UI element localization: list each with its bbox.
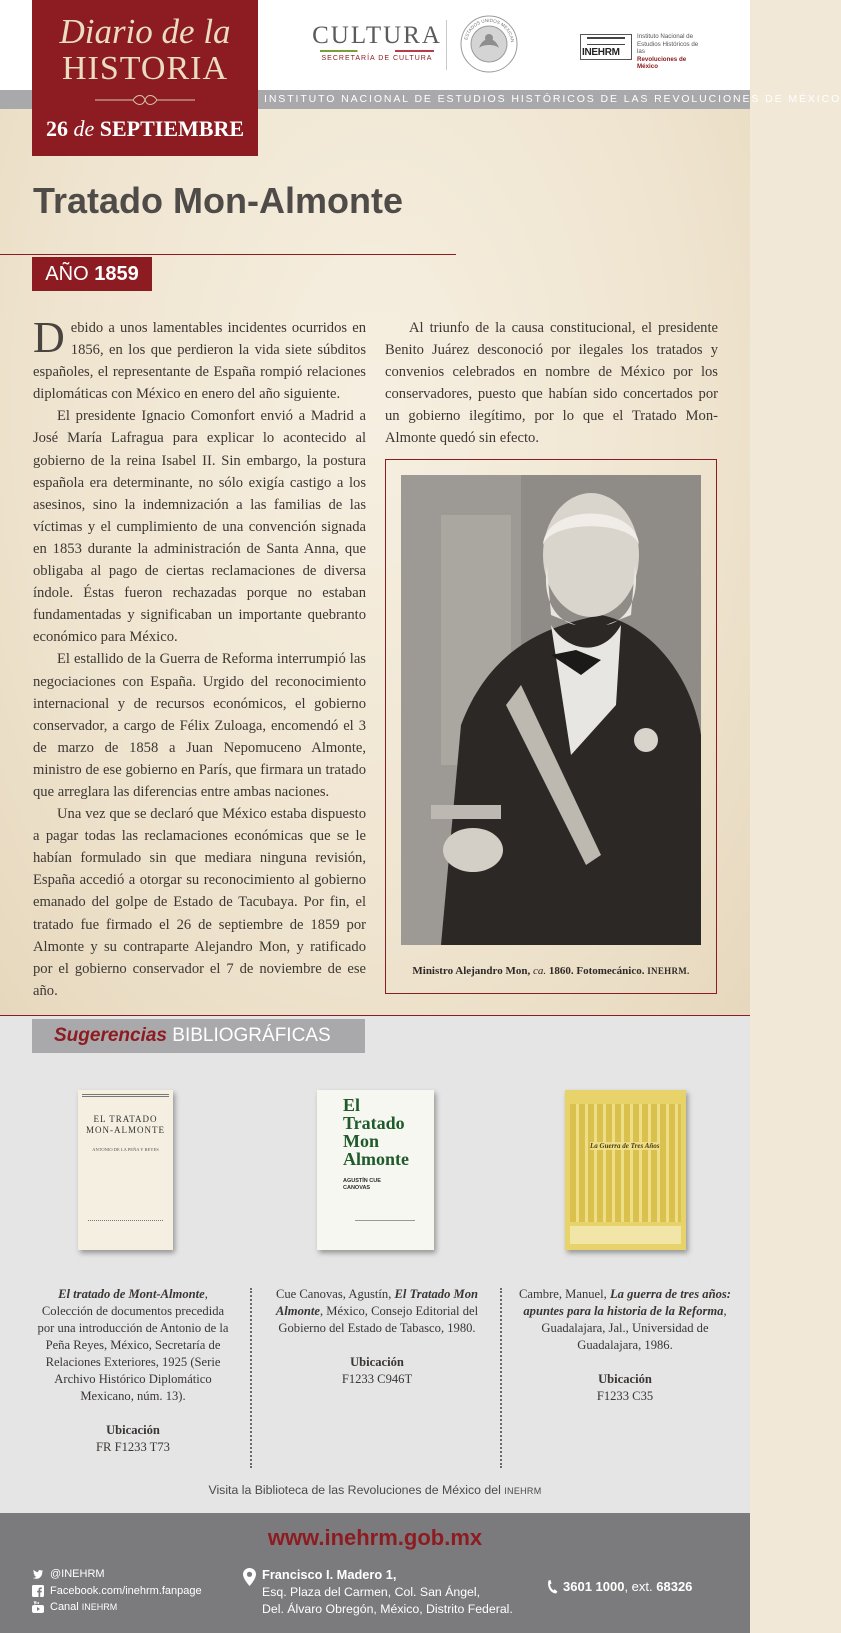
ornament-icon bbox=[95, 94, 195, 106]
cultura-sub: SECRETARÍA DE CULTURA bbox=[321, 55, 433, 62]
drop-cap: D bbox=[33, 313, 65, 362]
ref2-title: El Tratado Mon Almonte bbox=[275, 1287, 479, 1318]
twitter-icon bbox=[32, 1568, 44, 1580]
cultura-line bbox=[320, 50, 434, 52]
portrait-caption: Ministro Alejandro Mon, ca. 1860. Fotomecánico. INEHRM. bbox=[412, 965, 690, 977]
inehrm-logo-mark: INEHRM bbox=[580, 34, 632, 60]
portrait-frame bbox=[385, 459, 717, 994]
inehrm-logo[interactable] bbox=[580, 32, 700, 70]
ref3-title: La guerra de tres años: apuntes para la historia de la Reforma bbox=[523, 1287, 731, 1318]
cultura-logo[interactable] bbox=[312, 22, 442, 62]
ref3-location-label: Ubicación bbox=[598, 1372, 652, 1386]
phone-icon bbox=[546, 1580, 558, 1594]
book3-cover-title: La Guerra de Tres Años bbox=[590, 1142, 660, 1150]
logo-divider bbox=[446, 20, 447, 70]
book1-cover-author: ANTONIO DE LA PEÑA Y REYES bbox=[92, 1147, 159, 1152]
page-title: Tratado Mon-Almonte bbox=[33, 180, 403, 221]
reference-2: Cue Canovas, Agustín, El Tratado Mon Almonte, México, Consejo Editorial del Gobierno del Estado de Tabasco, 1980. Ubicación F1233 C946T bbox=[259, 1286, 495, 1388]
ref3-location-code: F1233 C35 bbox=[596, 1389, 654, 1403]
book1-cover-title: EL TRATADO MON-ALMONTE bbox=[86, 1114, 165, 1135]
location-pin-icon bbox=[243, 1568, 256, 1586]
twitter-link[interactable]: @INEHRM bbox=[32, 1566, 202, 1583]
dotted-separator bbox=[250, 1288, 252, 1468]
suggestions-heading: Sugerencias BIBLIOGRÁFICAS bbox=[32, 1019, 365, 1053]
article-column-left bbox=[33, 313, 366, 1002]
ref2-location-code: F1233 C946T bbox=[341, 1372, 413, 1386]
phone-number[interactable]: 3601 1000, ext. 68326 bbox=[563, 1579, 692, 1594]
badge-line1: Diario de la bbox=[59, 12, 231, 51]
footer bbox=[0, 1513, 750, 1633]
inehrm-logo-text: Instituto Nacional de Estudios Históricos de las Revoluciones de México bbox=[637, 33, 699, 70]
youtube-icon bbox=[32, 1601, 44, 1613]
paragraph-1: Debido a unos lamentables incidentes ocurridos en 1856, en los que perdieron la vida siete súbditos españoles, el representante de España rompió relaciones diplomáticas con México en enero del año siguiente. bbox=[33, 313, 366, 403]
book-cover-1[interactable] bbox=[78, 1090, 173, 1250]
book2-cover-title: El Tratado Mon Almonte bbox=[343, 1095, 409, 1169]
reference-3: Cambre, Manuel, La guerra de tres años: apuntes para la historia de la Reforma, Guadalajara, Jal., Universidad de Guadalajara, 1986. Ubicación F1233 C35 bbox=[510, 1286, 740, 1405]
facebook-link[interactable]: Facebook.com/inehrm.fanpage bbox=[32, 1583, 202, 1600]
article-column-right bbox=[385, 317, 718, 450]
address: Francisco I. Madero 1, Esq. Plaza del Carmen, Col. San Ángel, Del. Álvaro Obregón, México, Distrito Federal. bbox=[262, 1567, 513, 1616]
ref1-location-label: Ubicación bbox=[106, 1423, 160, 1437]
visit-library-text: Visita la Biblioteca de las Revoluciones de México del INEHRM bbox=[208, 1483, 542, 1497]
paragraph-2: El presidente Ignacio Comonfort envió a Madrid a José María Lafragua para explicar lo acontecido al gobierno de la reina Isabel II. Sin embargo, la postura española era determinante, no sólo exigía castigo a los asesinos, sino la indemnización a las familias de las víctimas y el cumplimiento de una convención signada en 1853 durante la administración de Santa Anna, que obligaba al pago de ciertas reclamaciones de diversa índole. Éstas fueron rechazadas porque no estaban fundamentadas y significaban un importante quebranto económico para México. bbox=[33, 408, 366, 646]
seal-label: ESTADOS UNIDOS MEXICAN bbox=[463, 17, 515, 43]
book-cover-2[interactable] bbox=[317, 1090, 434, 1250]
book3-cover-image bbox=[570, 1104, 681, 1222]
diario-badge bbox=[32, 0, 258, 156]
facebook-icon bbox=[32, 1585, 44, 1597]
website-link[interactable]: www.inehrm.gob.mx bbox=[267, 1525, 483, 1550]
seal-icon bbox=[459, 14, 519, 74]
title-rule bbox=[0, 254, 456, 255]
ref2-location-label: Ubicación bbox=[350, 1355, 404, 1369]
badge-line2: HISTORIA bbox=[61, 50, 229, 87]
book-cover-3[interactable] bbox=[565, 1090, 686, 1250]
reference-1: El tratado de Mont-Almonte, Colección de documentos precedida por una introducción de Antonio de la Peña Reyes, México, Secretaría de Relaciones Exteriores, 1925 (Serie Archivo Histórico Diplomático Mexicano, núm. 13). Ubicación FR F1233 T73 bbox=[33, 1286, 233, 1456]
portrait-illustration bbox=[401, 475, 701, 945]
paragraph-5: Al triunfo de la causa constitucional, el presidente Benito Juárez desconoció por ilegales los tratados y convenios celebrados en nombre de México por los conservadores, puesto que habían sido concertados por un gobierno ilegítimo, por lo que el Tratado Mon-Almonte quedó sin efecto. bbox=[385, 320, 718, 447]
dotted-separator bbox=[500, 1288, 502, 1468]
badge-date: 26 de SEPTIEMBRE bbox=[45, 116, 245, 141]
cultura-word: CULTURA bbox=[312, 22, 442, 49]
institute-bar-text: INSTITUTO NACIONAL DE ESTUDIOS HISTÓRICOS DE LAS REVOLUCIONES DE MÉXICO bbox=[264, 93, 841, 105]
paragraph-4: Una vez que se declaró que México estaba dispuesto a pagar todas las reclamaciones económicas que se le habían formulado sin que mediara ninguna revisión, España accedió a otorgar su reconocimiento al gobierno emanado del golpe de Estado de Tacubaya. Por fin, el tratado fue firmado el 26 de septiembre de 1859 por Almonte y su contraparte Alejandro Mon, y ratificado por el gobierno conservador el 7 de noviembre de ese año. bbox=[33, 806, 366, 999]
social-links bbox=[32, 1566, 202, 1616]
book2-cover-author: AGUSTÍN CUE CANOVAS bbox=[343, 1178, 381, 1191]
ref1-location-code: FR F1233 T73 bbox=[96, 1440, 170, 1454]
ref1-title: El tratado de Mont-Almonte bbox=[58, 1287, 205, 1301]
portrait-photo bbox=[401, 475, 701, 945]
paragraph-3: El estallido de la Guerra de Reforma interrumpió las negociaciones con España. Urgido del reconocimiento internacional y de recursos económicos, el gobierno conservador, a cargo de Félix Zuloaga, encomendó el 3 de marzo de 1858 a Juan Nepomuceno Almonte, ministro de ese gobierno en París, que firmara un tratado que arreglara las diferencias entre ambas naciones. bbox=[33, 651, 366, 800]
year-badge: AÑO 1859 bbox=[32, 257, 152, 291]
youtube-link[interactable]: Canal INEHRM bbox=[32, 1599, 202, 1616]
